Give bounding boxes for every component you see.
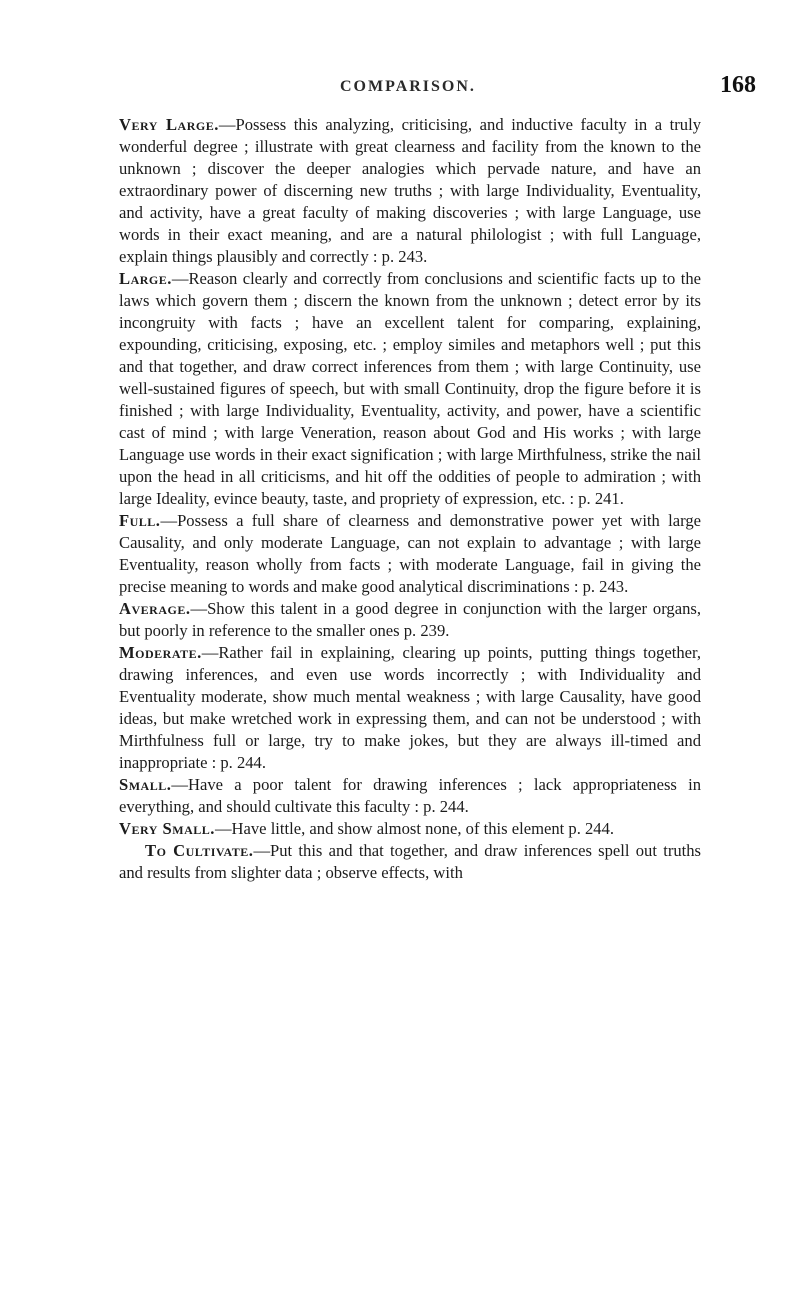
entry-text: —Put this and that together, and draw inferences spell out truths and results from slighter data ; observe effects, with <box>119 841 702 882</box>
running-head <box>0 72 800 102</box>
entry-heading: Very Large. <box>119 115 219 134</box>
entry-text: —Have a poor talent for drawing inferences ; lack appropriateness in everything, and should cultivate this faculty : p. 244. <box>119 775 701 816</box>
entry-text: —Rather fail in explaining, clearing up points, putting things together, drawing inferences, and even use words incorrectly ; with Individuality and Eventuality moderate, show much mental weakness ; with large Causality, have good ideas, but make wretched work in expressing them, and can not be understood ; with Mirthfulness full or large, try to make jokes, but they are always ill-timed and inappropriate : p. 244. <box>119 643 701 772</box>
entry-large <box>119 268 701 510</box>
entry-average <box>119 598 701 642</box>
entry-very-small <box>119 818 701 840</box>
entry-text: —Reason clearly and correctly from conclusions and scientific facts up to the laws which govern them ; discern the known from the unknown ; detect error by its incongruity with facts ; have an excellent talent for comparing, explaining, expounding, criticising, exposing, etc. ; employ similes and metaphors well ; put this and that together, and draw correct inferences from them ; with large Continuity, use well-sustained figures of speech, but with small Continuity, drop the figure before it is finished ; with large Individuality, Eventuality, activity, and power, have a scientific cast of mind ; with large Veneration, reason about God and His works ; with large Language use words in their exact signification ; with large Mirthfulness, strike the nail upon the head in all criticisms, and hit off the oddities of people to admiration ; with large Ideality, evince beauty, taste, and propriety of expression, etc. : p. 241. <box>119 269 701 508</box>
entry-heading: Very Small. <box>119 819 215 838</box>
entry-very-large <box>119 114 701 268</box>
entry-text: —Have little, and show almost none, of this element p. 244. <box>214 819 615 838</box>
entry-text: —Possess a full share of clearness and demonstrative power yet with large Causality, and only moderate Language, can not explain to advantage ; with large Eventuality, reason wholly from facts ; with moderate Language, fail in giving the precise meaning to words and make good analytical discriminations : p. 243. <box>119 511 701 596</box>
entry-heading: Small. <box>119 775 172 794</box>
entry-heading: Full. <box>119 511 161 530</box>
entry-heading: Moderate. <box>119 643 202 662</box>
running-title: COMPARISON. <box>340 78 476 95</box>
page-number: 168 <box>720 72 756 98</box>
entry-heading: Average. <box>119 599 191 618</box>
entry-to-cultivate <box>119 840 701 884</box>
entry-heading: To Cultivate. <box>145 841 254 860</box>
body-text <box>119 114 701 884</box>
entry-moderate <box>119 642 701 774</box>
entry-heading: Large. <box>119 269 172 288</box>
entry-small <box>119 774 701 818</box>
entry-text: —Possess this analyzing, criticising, and inductive faculty in a truly wonderful degree ; illustrate with great clearness and facility from the known to the unknown ; discover the deeper analogies which pervade nature, and have an extraordinary power of discerning new truths ; with large Individuality, Eventuality, and activity, have a great faculty of making discoveries ; with large Language, use words in their exact meaning, and are a natural philologist ; with full Language, explain things plausibly and correctly : p. 243. <box>119 115 701 266</box>
entry-text: —Show this talent in a good degree in conjunction with the larger organs, but poorly in reference to the smaller ones p. 239. <box>119 599 701 640</box>
entry-full <box>119 510 701 598</box>
